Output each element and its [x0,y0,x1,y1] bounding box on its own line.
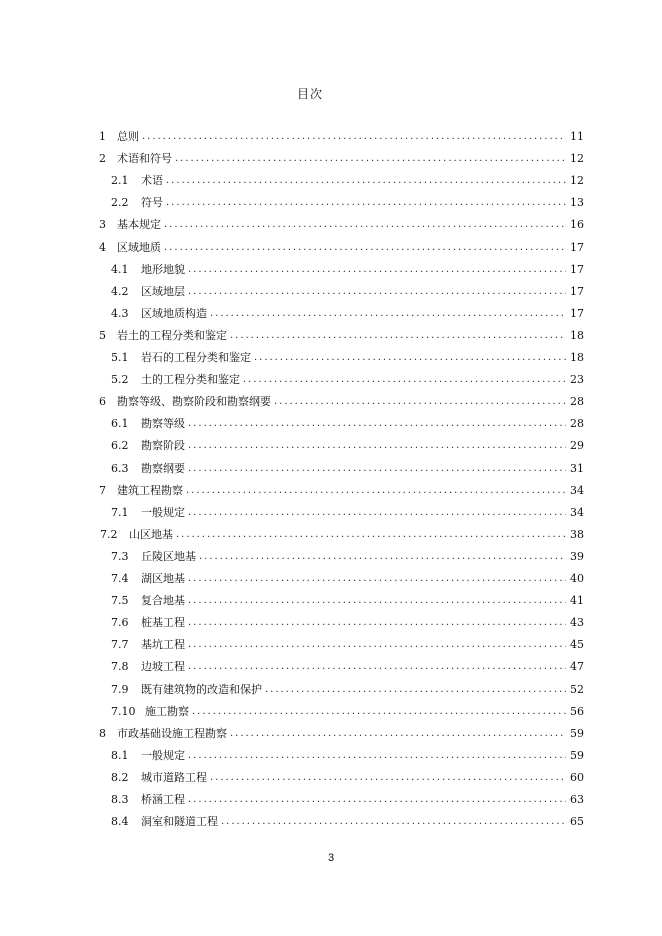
toc-dot-leader [243,370,566,390]
toc-dot-leader [221,812,566,832]
toc-entry-title: 区域地质 [117,240,161,254]
toc-dot-leader [142,127,566,147]
toc-entry-number: 4.3 [111,306,129,320]
toc-dot-leader [164,238,566,258]
toc-entry-number: 7.4 [111,572,129,585]
toc-entry-title: 城市道路工程 [141,770,207,784]
toc-entry-number: 8 [99,726,106,740]
toc-entry-number: 4.1 [111,262,129,276]
toc-entry-number: 5 [99,328,106,342]
toc-entry-page: 28 [570,395,584,409]
toc-entry[interactable] [99,481,584,501]
toc-dot-leader [186,481,566,501]
toc-entry-page: 38 [570,527,584,541]
toc-entry-page: 34 [570,483,584,497]
toc-entry[interactable] [99,149,584,169]
toc-entry-title: 桥涵工程 [141,793,185,806]
toc-entry-page: 17 [570,284,584,298]
toc-entry-page: 39 [570,549,584,563]
toc-entry-number: 3 [99,218,106,232]
toc-entry-title: 山区地基 [129,527,173,541]
toc-entry[interactable] [111,591,584,611]
toc-dot-leader [166,171,566,191]
toc-dot-leader [230,326,566,346]
toc-entry-title: 丘陵区地基 [141,549,196,563]
toc-dot-leader [176,525,566,545]
toc-dot-leader [188,459,566,479]
toc-entry-title: 既有建筑物的改造和保护 [141,682,262,696]
toc-entry-title: 市政基础设施工程勘察 [117,726,227,740]
toc-entry-number: 8.4 [111,815,129,829]
toc-entry[interactable] [111,569,584,589]
toc-entry-title: 建筑工程勘察 [117,483,183,497]
toc-entry-number: 8.1 [111,748,129,762]
toc-entry-page: 31 [570,461,584,475]
toc-entry-number: 7.2 [100,527,118,541]
toc-entry-page: 60 [570,770,584,784]
toc-dot-leader [188,436,566,456]
toc-dot-leader [164,215,566,235]
toc-entry[interactable] [111,547,584,567]
toc-entry-page: 17 [570,240,584,254]
toc-entry-page: 59 [570,748,584,762]
toc-entry-title: 术语和符号 [117,152,172,166]
toc-entry[interactable] [99,238,584,258]
toc-entry-number: 7.1 [111,505,129,519]
toc-entry-number: 6.1 [111,417,129,431]
toc-dot-leader [188,635,566,655]
toc-dot-leader [188,613,566,633]
toc-entry-title: 区域地质构造 [141,306,207,320]
toc-entry-title: 符号 [141,196,163,210]
toc-entry-number: 5.1 [111,351,129,364]
toc-entry[interactable] [111,702,584,722]
toc-entry[interactable] [111,635,584,655]
toc-entry-page: 23 [570,373,584,387]
toc-entry-title: 基本规定 [117,218,161,232]
toc-dot-leader [188,657,566,677]
toc-entry-page: 12 [570,174,584,188]
toc-entry-title: 岩石的工程分类和鉴定 [141,351,251,364]
toc-entry-number: 6.2 [111,439,129,453]
toc-entry[interactable] [111,282,584,302]
toc-entry[interactable] [111,746,584,766]
toc-dot-leader [192,702,566,722]
toc-entry[interactable] [111,348,584,368]
toc-entry[interactable] [99,724,584,744]
toc-entry-page: 56 [570,704,584,718]
toc-dot-leader [265,680,566,700]
toc-entry[interactable] [99,326,584,346]
toc-entry-number: 6.3 [111,461,129,475]
toc-entry[interactable] [111,414,584,434]
toc-dot-leader [175,149,566,169]
toc-entry-title: 复合地基 [141,594,185,608]
toc-entry[interactable] [111,657,584,677]
toc-entry-title: 一般规定 [141,505,185,519]
toc-entry-page: 41 [570,594,584,608]
toc-dot-leader [188,282,566,302]
toc-entry-number: 7.10 [111,704,136,718]
toc-entry-page: 17 [570,262,584,276]
toc-entry-page: 52 [570,682,584,696]
toc-dot-leader [188,503,566,523]
toc-dot-leader [254,348,566,368]
toc-entry-number: 2.2 [111,196,129,210]
toc-entry-page: 29 [570,439,584,453]
toc-entry-page: 18 [570,328,584,342]
toc-entry-number: 7.5 [111,594,129,608]
toc-entry[interactable] [111,304,584,324]
toc-entry-page: 16 [570,218,584,232]
toc-entry-title: 勘察阶段 [141,439,185,453]
toc-entry[interactable] [100,525,584,545]
toc-entry-title: 勘察等级 [141,417,185,431]
toc-entry-title: 洞室和隧道工程 [141,815,218,829]
toc-entry-title: 勘察纲要 [141,461,185,475]
toc-entry[interactable] [111,459,584,479]
toc-entry-number: 7.9 [111,682,129,696]
toc-entry[interactable] [99,215,584,235]
toc-dot-leader [188,746,566,766]
toc-entry[interactable] [111,812,584,832]
toc-entry[interactable] [111,790,584,810]
toc-entry-page: 34 [570,505,584,519]
toc-entry[interactable] [111,613,584,633]
toc-entry-number: 1 [99,130,106,143]
toc-entry-number: 8.3 [111,793,129,806]
toc-dot-leader [210,304,566,324]
toc-entry-number: 2.1 [111,174,129,188]
toc-dot-leader [188,260,566,280]
toc-entry[interactable] [99,392,584,412]
toc-entry-number: 2 [99,152,106,166]
toc-entry-number: 7.6 [111,616,129,630]
toc-entry-title: 区域地层 [141,284,185,298]
toc-entry-title: 边坡工程 [141,660,185,674]
toc-entry-title: 地形地貌 [141,262,185,276]
toc-entry[interactable] [111,193,584,213]
toc-entry-title: 土的工程分类和鉴定 [141,373,240,387]
toc-dot-leader [188,569,566,589]
toc-entry-page: 17 [570,306,584,320]
toc-entry[interactable] [111,503,584,523]
toc-entry-page: 11 [570,130,584,143]
toc-entry-number: 7.3 [111,549,129,563]
toc-entry[interactable] [111,370,584,390]
toc-entry-title: 一般规定 [141,748,185,762]
toc-dot-leader [199,547,566,567]
toc-entry-number: 4 [99,240,106,254]
toc-entry-page: 47 [570,660,584,674]
toc-entry-number: 7 [99,483,106,497]
toc-entry[interactable] [111,436,584,456]
toc-entry-page: 45 [570,638,584,652]
toc-entry-title: 总则 [117,130,139,143]
toc-entry-page: 12 [570,152,584,166]
page-title: 目次 [296,87,323,101]
toc-entry-page: 65 [570,815,584,829]
toc-entry-page: 13 [570,196,584,210]
toc-entry-number: 8.2 [111,770,129,784]
toc-entry[interactable] [111,768,584,788]
toc-dot-leader [188,591,566,611]
toc-entry-page: 40 [570,572,584,585]
toc-dot-leader [210,768,566,788]
toc-entry-number: 5.2 [111,373,129,387]
toc-entry-number: 7.7 [111,638,129,652]
toc-entry-page: 43 [570,616,584,630]
toc-entry-title: 施工勘察 [145,704,189,718]
toc-entry-title: 桩基工程 [141,616,185,630]
page-number: 3 [327,852,335,864]
toc-entry-title: 基坑工程 [141,638,185,652]
toc-dot-leader [230,724,566,744]
toc-entry[interactable] [111,171,584,191]
toc-entry-title: 术语 [141,174,163,188]
toc-entry-title: 湖区地基 [141,572,185,585]
toc-dot-leader [188,414,566,434]
toc-entry-number: 6 [99,395,106,409]
toc-entry-page: 18 [570,351,584,364]
toc-entry-page: 63 [570,793,584,806]
toc-entry[interactable] [99,127,584,147]
toc-entry[interactable] [111,260,584,280]
toc-entry-page: 59 [570,726,584,740]
toc-dot-leader [166,193,566,213]
toc-entry-page: 28 [570,417,584,431]
toc-entry-number: 7.8 [111,660,129,674]
toc-entry-title: 岩土的工程分类和鉴定 [117,328,227,342]
toc-entry[interactable] [111,680,584,700]
toc-dot-leader [274,392,566,412]
toc-entry-number: 4.2 [111,284,129,298]
toc-dot-leader [188,790,566,810]
toc-entry-title: 勘察等级、勘察阶段和勘察纲要 [117,395,271,409]
